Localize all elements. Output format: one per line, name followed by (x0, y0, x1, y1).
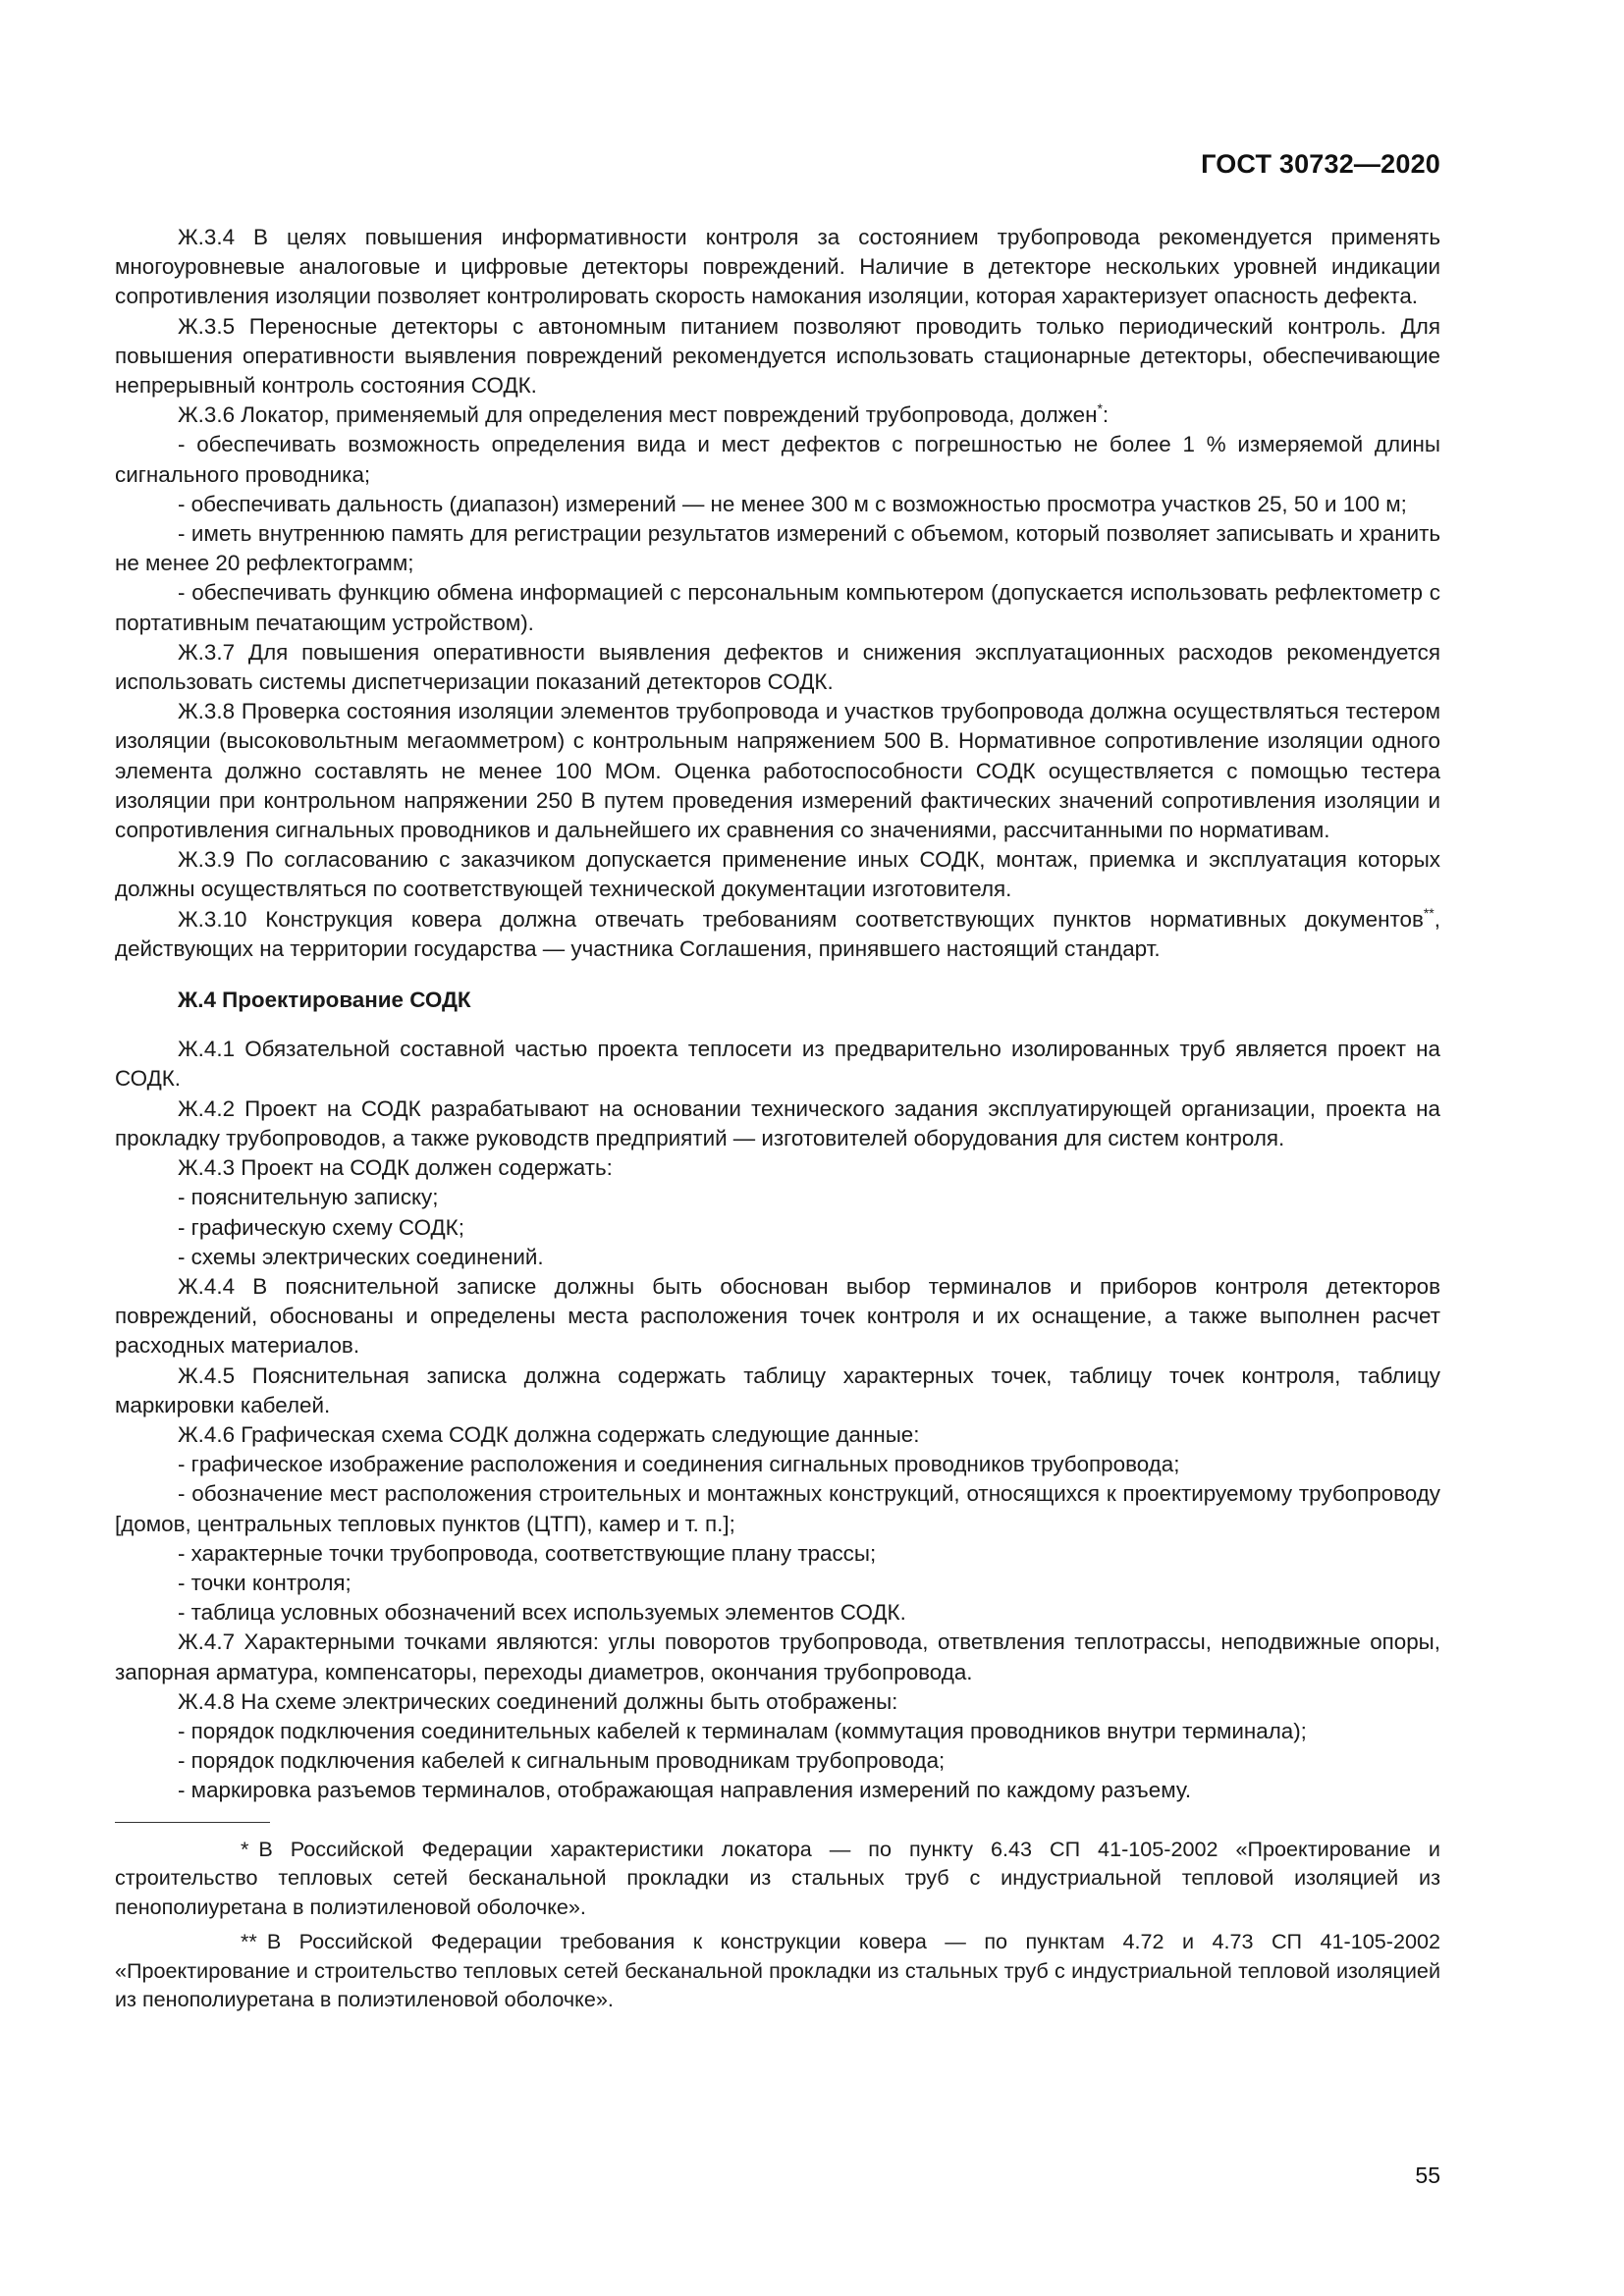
document-page (115, 0, 1440, 2296)
list-item: - маркировка разъемов терминалов, отображающая направления измерений по каждому разъему. (178, 1778, 1192, 1803)
footnote-ref-1[interactable]: * (1097, 400, 1103, 417)
footnote-ref-2[interactable]: ** (1423, 904, 1435, 921)
list-item: - графическое изображение расположения и соединения сигнальных проводников трубопровода; (178, 1452, 1180, 1477)
paragraph-zh-4-1: Ж.4.1 Обязательной составной частью проекта теплосети из предварительно изолированных труб является проект на СОДК. (115, 1037, 1440, 1092)
list-item: - обеспечивать дальность (диапазон) измерений — не менее 300 м с возможностью просмотра участков 25, 50 и 100 м; (178, 491, 1407, 516)
footnote-1-mark: * (241, 1836, 249, 1861)
paragraph-zh-3-4: Ж.3.4 В целях повышения информативности контроля за состоянием трубопровода рекомендуется применять многоуровневые аналоговые и цифровые детекторы повреждений. Наличие в детекторе нескольких уровней индикации сопротивления изоляции позволяет контролировать скорость намокания изоляции, которая характеризует опасность дефекта. (115, 225, 1440, 309)
list-item: - схемы электрических соединений. (178, 1244, 544, 1269)
list-item: - обеспечивать возможность определения вида и мест дефектов с погрешностью не более 1 % измеряемой длины сигнального проводника; (115, 432, 1440, 487)
list-item: - таблица условных обозначений всех используемых элементов СОДК. (178, 1600, 906, 1626)
document-body (115, 223, 1440, 2020)
paragraph-zh-3-6 (115, 400, 1440, 430)
paragraph-zh-3-10-text: Ж.3.10 Конструкция ковера должна отвечать требованиям соответствующих пунктов нормативных документов (178, 906, 1424, 932)
list-item: - характерные точки трубопровода, соответствующие плану трассы; (178, 1540, 877, 1566)
footnote-2-mark: ** (241, 1929, 257, 1954)
list-item: - графическую схему СОДК; (178, 1214, 464, 1240)
paragraph-zh-3-6-text: Ж.3.6 Локатор, применяемый для определения мест повреждений трубопровода, должен (178, 402, 1098, 428)
footnote-1-text: В Российской Федерации характеристики локатора — по пункту 6.43 СП 41-105-2002 «Проектирование и строительство тепловых сетей бесканальной прокладки из стальных труб с индустриальной тепловой изоляцией из пенополиуретана в полиэтиленовой оболочке». (115, 1836, 1440, 1919)
paragraph-zh-3-10 (115, 905, 1440, 964)
footnote-2 (115, 1927, 1440, 2014)
paragraph-zh-3-9: Ж.3.9 По согласованию с заказчиком допускается применение иных СОДК, монтаж, приемка и эксплуатация которых должны осуществляться по соответствующей технической документации изготовителя. (115, 847, 1440, 902)
footnotes (115, 1835, 1440, 2014)
paragraph-zh-4-5: Ж.4.5 Пояснительная записка должна содержать таблицу характерных точек, таблицу точек контроля, таблицу маркировки кабелей. (115, 1362, 1440, 1417)
list-item: - иметь внутреннюю память для регистрации результатов измерений с объемом, который позволяет записывать и хранить не менее 20 рефлектограмм; (115, 521, 1440, 576)
list-item: - порядок подключения соединительных кабелей к терминалам (коммутация проводников внутри терминала); (178, 1718, 1307, 1743)
paragraph-zh-3-6-colon: : (1102, 402, 1110, 428)
footnote-divider (115, 1822, 270, 1823)
paragraph-zh-3-10-tail: , действующих на территории государства — участника Соглашения, принявшего настоящий стандарт. (115, 906, 1440, 961)
paragraph-zh-3-5: Ж.3.5 Переносные детекторы с автономным питанием позволяют проводить только периодический контроль. Для повышения оперативности выявления повреждений рекомендуется использовать стационарные детекторы, обеспечивающие непрерывный контроль состояния СОДК. (115, 313, 1440, 399)
paragraph-zh-3-8: Ж.3.8 Проверка состояния изоляции элементов трубопровода и участков трубопровода должна осуществляться тестером изоляции (высоковольтным мегаомметром) с контрольным напряжением 500 В. Нормативное сопротивление изоляции одного элемента должно составлять не менее 100 МОм. Оценка работоспособности СОДК осуществляется с помощью тестера изоляции при контрольном напряжении 250 В путем проведения измерений фактических значений сопротивления изоляции и сопротивления сигнальных проводников и дальнейшего их сравнения со значениями, рассчитанными по нормативам. (115, 699, 1440, 843)
list-item: - пояснительную записку; (178, 1185, 439, 1210)
page-number: 55 (1415, 2163, 1440, 2188)
paragraph-zh-4-6: Ж.4.6 Графическая схема СОДК должна содержать следующие данные: (178, 1421, 920, 1447)
paragraph-zh-3-7: Ж.3.7 Для повышения оперативности выявления дефектов и снижения эксплуатационных расходов рекомендуется использовать системы диспетчеризации показаний детекторов СОДК. (115, 639, 1440, 695)
list-item: - точки контроля; (178, 1570, 352, 1595)
footnote-1 (115, 1835, 1440, 1922)
section-heading-zh-4: Ж.4 Проектирование СОДК (178, 988, 471, 1013)
footnote-2-text: В Российской Федерации требования к конструкции ковера — по пунктам 4.72 и 4.73 СП 41-105-2002 «Проектирование и строительство тепловых сетей бесканальной прокладки из стальных труб с индустриальной тепловой изоляцией из пенополиуретана в полиэтиленовой оболочке». (115, 1929, 1440, 2012)
paragraph-zh-4-8: Ж.4.8 На схеме электрических соединений должны быть отображены: (178, 1688, 898, 1714)
list-item: - обозначение мест расположения строительных и монтажных конструкций, относящихся к проектируемому трубопроводу [домов, центральных тепловых пунктов (ЦТП), камер и т. п.]; (115, 1481, 1440, 1536)
list-item: - порядок подключения кабелей к сигнальным проводникам трубопровода; (178, 1748, 946, 1774)
paragraph-zh-4-7: Ж.4.7 Характерными точками являются: углы поворотов трубопровода, ответвления теплотрассы, неподвижные опоры, запорная арматура, компенсаторы, переходы диаметров, окончания трубопровода. (115, 1629, 1440, 1684)
paragraph-zh-4-4: Ж.4.4 В пояснительной записке должны быть обоснован выбор терминалов и приборов контроля детекторов повреждений, обоснованы и определены места расположения точек контроля и их оснащение, а также выполнен расчет расходных материалов. (115, 1273, 1440, 1359)
paragraph-zh-4-2: Ж.4.2 Проект на СОДК разрабатывают на основании технического задания эксплуатирующей организации, проекта на прокладку трубопроводов, а также руководств предприятий — изготовителей оборудования для систем контроля. (115, 1095, 1440, 1150)
standard-header: ГОСТ 30732—2020 (1201, 149, 1440, 179)
paragraph-zh-4-3: Ж.4.3 Проект на СОДК должен содержать: (178, 1155, 613, 1181)
list-item: - обеспечивать функцию обмена информацией с персональным компьютером (допускается использовать рефлектометр с портативным печатающим устройством). (115, 580, 1440, 635)
